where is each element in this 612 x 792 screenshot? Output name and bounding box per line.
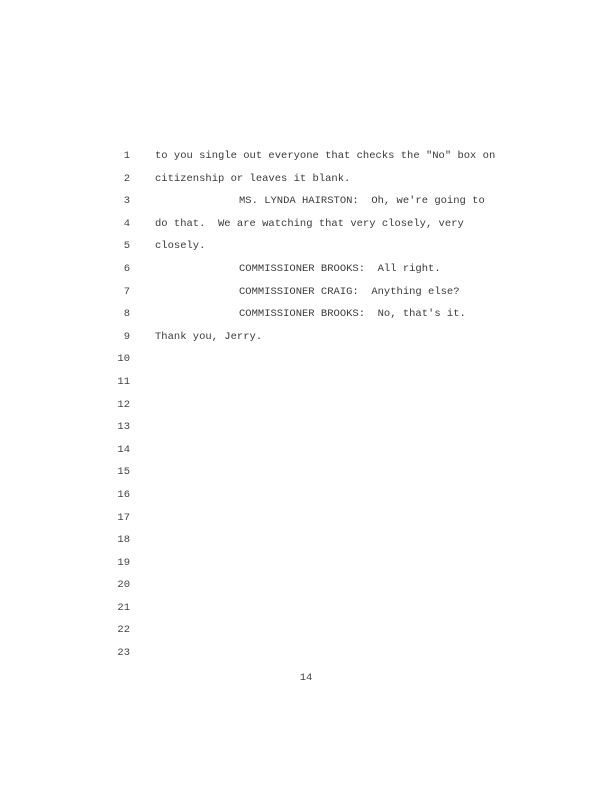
line-number: 13 — [117, 421, 130, 434]
transcript-line — [0, 442, 612, 465]
line-number: 2 — [123, 172, 130, 185]
line-text: COMMISSIONER BROOKS: No, that's it. — [239, 308, 466, 321]
transcript-line — [0, 171, 612, 194]
line-text: COMMISSIONER CRAIG: Anything else? — [239, 285, 460, 298]
line-text: Thank you, Jerry. — [155, 330, 263, 343]
line-number: 1 — [123, 150, 130, 162]
line-text: citizenship or leaves it blank. — [155, 172, 351, 185]
transcript-line — [0, 487, 612, 510]
transcript-body — [0, 148, 612, 668]
transcript-line — [0, 193, 612, 216]
line-number: 8 — [123, 308, 130, 321]
transcript-line — [0, 261, 612, 284]
transcript-line — [0, 148, 612, 171]
transcript-line — [0, 329, 612, 352]
transcript-line — [0, 419, 612, 442]
line-number: 5 — [123, 240, 130, 253]
line-text: to you single out everyone that checks the "No" box on — [155, 150, 496, 162]
line-number: 18 — [117, 534, 130, 547]
transcript-line — [0, 622, 612, 645]
line-number: 16 — [117, 488, 130, 501]
line-number: 9 — [123, 330, 130, 343]
transcript-line — [0, 555, 612, 578]
line-number: 15 — [117, 466, 130, 479]
line-text: MS. LYNDA HAIRSTON: Oh, we're going to — [239, 195, 485, 208]
line-number: 20 — [117, 579, 130, 592]
line-number: 6 — [123, 262, 130, 275]
line-number: 11 — [117, 375, 130, 388]
transcript-line — [0, 238, 612, 261]
transcript-line — [0, 351, 612, 374]
transcript-line — [0, 306, 612, 329]
line-number: 19 — [117, 556, 130, 569]
line-number: 14 — [117, 443, 130, 456]
line-number: 17 — [117, 511, 130, 524]
line-text: closely. — [155, 240, 206, 253]
transcript-line — [0, 284, 612, 307]
transcript-line — [0, 577, 612, 600]
transcript-line — [0, 600, 612, 623]
transcript-line — [0, 510, 612, 533]
line-number: 4 — [123, 217, 130, 230]
line-number: 23 — [117, 647, 130, 660]
line-text: do that. We are watching that very closely, very — [155, 217, 464, 230]
transcript-line — [0, 532, 612, 555]
line-number: 10 — [117, 353, 130, 366]
line-number: 7 — [123, 285, 130, 298]
transcript-line — [0, 464, 612, 487]
line-number: 12 — [117, 398, 130, 411]
transcript-line — [0, 374, 612, 397]
line-number: 22 — [117, 624, 130, 637]
transcript-line — [0, 397, 612, 420]
line-number: 3 — [123, 195, 130, 208]
transcript-line — [0, 645, 612, 668]
page-number: 14 — [299, 672, 313, 684]
transcript-line — [0, 216, 612, 239]
line-text: COMMISSIONER BROOKS: All right. — [239, 262, 441, 275]
line-number: 21 — [117, 601, 130, 614]
